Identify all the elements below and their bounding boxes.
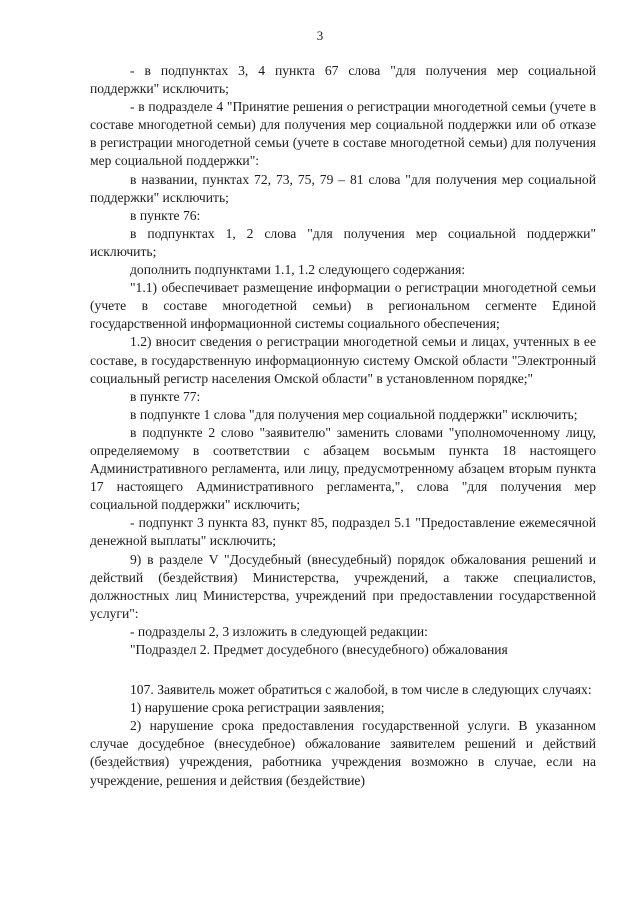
paragraph: в подпункте 1 слова "для получения мер социальной поддержки" исключить; [130, 406, 578, 422]
paragraph: в пункте 77: [130, 388, 201, 404]
paragraph: 1) нарушение срока регистрации заявления; [130, 700, 385, 716]
subsection-heading: "Подраздел 2. Предмет досудебного (внесудебного) обжалования [130, 642, 508, 657]
paragraph: 9) в разделе V "Досудебный (внесудебный) порядок обжалования решений и действий (бездействия) Министерства, учреждений, а также специалистов, должностных лиц Министерства, учреждений при предоставлении государственной услуги": [90, 551, 596, 621]
paragraph: - в подразделе 4 "Принятие решения о регистрации многодетной семьи (учете в составе многодетной семьи) для получения мер социальной поддержки или об отказе в регистрации многодетной семьи (учете в составе многодетной семьи) для получения мер социальной поддержки": [90, 99, 596, 169]
page-number: 3 [316, 28, 324, 43]
paragraph: - в подпунктах 3, 4 пункта 67 слова "для получения мер социальной поддержки" исключить; [90, 63, 596, 97]
paragraph: 107. Заявитель может обратиться с жалобой, в том числе в следующих случаях: [130, 682, 592, 698]
paragraph: - подразделы 2, 3 изложить в следующей редакции: [130, 623, 428, 639]
paragraph: в подпункте 2 слово "заявителю" заменить словами "уполномоченному лицу, определяемому в соответствии с абзацем восьмым пункта 18 настоящего Административного регламента, или лицу, предусмотренному абзацем вторым пункта 17 настоящего Административного регламента,", слова "для получения мер социальной поддержки" исключить; [90, 424, 596, 513]
paragraph: - подпункт 3 пункта 83, пункт 85, подраздел 5.1 "Предоставление ежемесячной денежной выплаты" исключить; [90, 515, 596, 549]
paragraph: "1.1) обеспечивает размещение информации о регистрации многодетной семьи (учете в составе многодетной семьи) в региональном сегменте Единой государственной информационной системы социального обеспечения; [90, 280, 596, 332]
paragraph: в подпунктах 1, 2 слова "для получения мер социальной поддержки" исключить; [90, 225, 596, 259]
paragraph: в названии, пунктах 72, 73, 75, 79 – 81 слова "для получения мер социальной поддержки" исключить; [90, 171, 596, 205]
paragraph: 2) нарушение срока предоставления государственной услуги. В указанном случае досудебное (внесудебное) обжалование заявителем решений и действий (бездействия) учреждения, работника учреждения возможно в случае, если на учреждение, решения и действия (бездействие) [90, 718, 596, 788]
paragraph: в пункте 76: [130, 207, 201, 223]
paragraph: 1.2) вносит сведения о регистрации многодетной семьи и лицах, учтенных в ее составе, в государственную информационную систему Омской области "Электронный социальный регистр населения Омской области" в установленном порядке;" [90, 334, 596, 386]
paragraph: дополнить подпунктами 1.1, 1.2 следующего содержания: [130, 262, 466, 278]
document-body [90, 62, 596, 790]
